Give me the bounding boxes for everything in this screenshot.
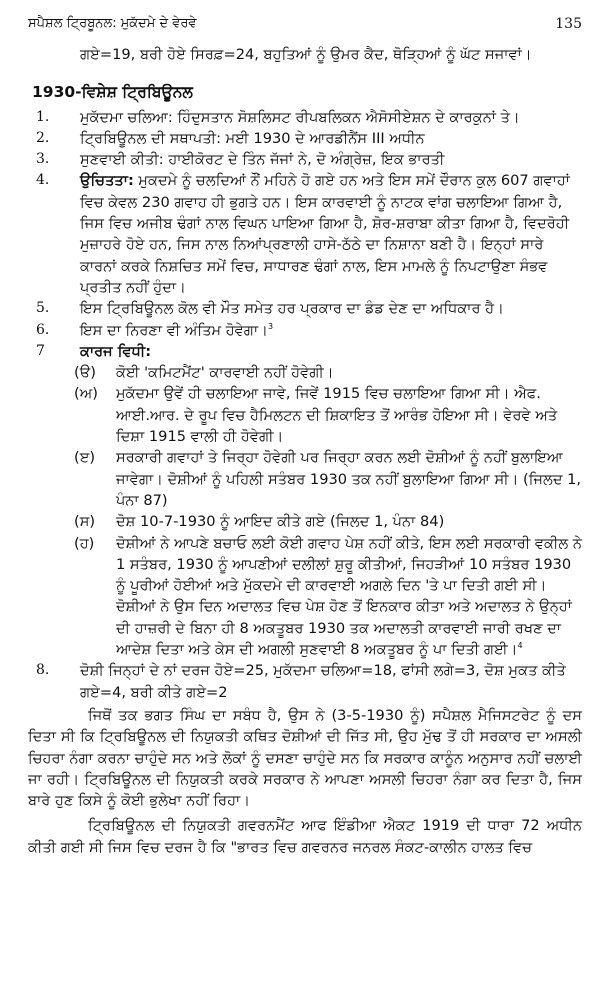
list-item-number: 3. (36, 151, 50, 168)
page-body (28, 44, 582, 858)
sub-item-text: ਕੋਈ 'ਕਮਿਟਮੈਂਟ' ਕਾਰਵਾਈ ਨਹੀਂ ਹੋਵੇਗੀ। (116, 364, 334, 382)
list-item-label: ਕਾਰਜ ਵਿਧੀ: (80, 342, 152, 360)
sub-item-marker: (ੳ) (74, 364, 96, 382)
list-item-number: 1. (36, 108, 50, 125)
list-item-number: 2. (36, 129, 50, 146)
running-header-title: ਸਪੈਸ਼ਲ ਟ੍ਰਿਬੂਨਲ: ਮੁਕੱਦਮੇ ਦੇ ਵੇਰਵੇ (28, 16, 197, 31)
body-paragraph: ਟ੍ਰਿਬਿਊਨਲ ਦੀ ਨਿਯੁਕਤੀ ਗਵਰਨਮੈਂਟ ਆਫ ਇੰਡੀਆ ਐਕਟ 1919 ਦੀ ਧਾਰਾ 72 ਅਧੀਨ ਕੀਤੀ ਗਈ ਸੀ ਜਿਸ ਵਿਚ ਦਰਜ ਹੈ ਕਿ "ਭਾਰਤ ਵਿਚ ਗਵਰਨਰ ਜਨਰਲ ਸੰਕਟ-ਕਾਲੀਨ ਹਾਲਤ ਵਿਚ (28, 817, 582, 856)
sub-item-text: ਸਰਕਾਰੀ ਗਵਾਹਾਂ ਤੇ ਜਿਰ੍ਹਾ ਹੋਵੇਗੀ ਪਰ ਜਿਰ੍ਹਾ ਕਰਨ ਲਈ ਦੋਸ਼ੀਆਂ ਨੂੰ ਨਹੀਂ ਬੁਲਾਇਆ ਜਾਵੇਗਾ। ਦੋਸ਼ੀਆਂ ਨੂੰ ਪਹਿਲੀ ਸਤੰਬਰ 1930 ਤਕ ਨਹੀਂ ਬੁਲਾਇਆ ਗਿਆ ਸੀ। (ਜਿਲਦ 1, ਪੰਨਾ 87) (116, 449, 582, 509)
list-item-number: 8. (36, 662, 50, 679)
list-item-text: ਇਸ ਦਾ ਨਿਰਣਾ ਵੀ ਅੰਤਿਮ ਹੋਵੇਗਾ। (80, 321, 268, 339)
sub-item-a (28, 362, 582, 383)
section-heading: 1930-ਵਿਸ਼ੇਸ਼ ਟ੍ਰਿਬਿਊਨਲ (32, 83, 193, 102)
sub-item-marker: (ਹ) (74, 534, 95, 552)
list-item-text: ਮੁਕਦਮੇ ਨੂੰ ਚਲਦਿਆਂ ਨੌਂ ਮਹਿਨੇ ਹੋ ਗਏ ਹਨ ਅਤੇ ਇਸ ਸਮੇਂ ਦੌਰਾਨ ਕੁਲ 607 ਗਵਾਹਾਂ ਵਿਚ ਕੇਵਲ 230 ਗਵਾਹ ਹੀ ਭੁਗਤੇ ਹਨ। ਇਸ ਕਾਰਵਾਈ ਨੂੰ ਨਾਟਕ ਵਾਂਗ ਚਲਾਇਆ ਗਿਆ ਹੈ, ਜਿਸ ਵਿਚ ਅਜੀਬ ਢੰਗਾਂ ਨਾਲ ਵਿਘਨ ਪਾਇਆ ਗਿਆ ਹੈ, ਸ਼ੋਰ-ਸ਼ਰਾਬਾ ਕੀਤਾ ਗਿਆ ਹੈ, ਵਿਦਰੋਹੀ ਮੁਜ਼ਾਹਰੇ ਹੋਏ ਹਨ, ਜਿਸ ਨਾਲ ਨਿਆਂਪ੍ਰਣਾਲੀ ਹਾਸੇ-ਠੱਠੇ ਦਾ ਨਿਸ਼ਾਨਾ ਬਣੀ ਹੈ। ਇਨ੍ਹਾਂ ਸਾਰੇ ਕਾਰਨਾਂ ਕਰਕੇ ਨਿਸ਼ਚਿਤ ਸਮੇਂ ਵਿਚ, ਸਾਧਾਰਣ ਢੰਗਾਂ ਨਾਲ, ਇਸ ਮਾਮਲੇ ਨੂੰ ਨਿਪਟਾਉਣਾ ਸੰਭਵ ਪ੍ਰਤੀਤ ਨਹੀਂ ਹੁੰਦਾ। (80, 172, 570, 296)
list-item-label: ਉਚਿਤਤਾ: (80, 172, 134, 190)
footnote-ref-3: 3 (267, 321, 274, 331)
list-item-number: 4. (36, 172, 50, 189)
page-number: 135 (555, 16, 582, 32)
list-item-text: ਸੁਣਵਾਈ ਕੀਤੀ: ਹਾਈਕੋਰਟ ਦੇ ਤਿੰਨ ਜੱਜਾਂ ਨੇ, ਦੋ ਅੰਗ੍ਰੇਜ਼, ਇਕ ਭਾਰਤੀ (80, 151, 445, 169)
list-item-text: ਮੁਕੱਦਮਾ ਚਲਿਆ: ਹਿੰਦੁਸਤਾਨ ਸੋਸ਼ਲਿਸਟ ਰੀਪਬਲਿਕਨ ਐਸੋਸੀਏਸ਼ਨ ਦੇ ਕਾਰਕੁਨਾਂ ਤੇ। (80, 108, 520, 126)
list-item-5 (28, 298, 582, 319)
sub-item-marker: (ਸ) (74, 513, 96, 531)
list-item-number: 7 (36, 342, 45, 359)
sub-item-d (28, 511, 582, 532)
sub-item-b (28, 383, 582, 447)
list-item-text: ਦੋਸ਼ੀ ਜਿਨ੍ਹਾਂ ਦੇ ਨਾਂ ਦਰਜ ਹੋਏ=25, ਮੁਕੱਦਮਾ ਚਲਿਆ=18, ਫਾਂਸੀ ਲਗੇ=3, ਦੋਸ਼ ਮੁਕਤ ਕੀਤੇ ਗਏ=4, ਬਰੀ ਕੀਤੇ ਗਏ=2 (80, 662, 566, 701)
sub-item-text: ਦੋਸ਼ੀਆਂ ਨੇ ਆਪਣੇ ਬਚਾਓ ਲਈ ਕੋਈ ਗਵਾਹ ਪੇਸ਼ ਨਹੀਂ ਕੀਤੇ, ਇਸ ਲਈ ਸਰਕਾਰੀ ਵਕੀਲ ਨੇ 1 ਸਤੰਬਰ, 1930 ਨੂੰ ਆਪਣੀਆਂ ਦਲੀਲਾਂ ਸ਼ੁਰੂ ਕੀਤੀਆਂ, ਜਿਹੜੀਆਂ 10 ਸਤੰਬਰ 1930 ਨੂੰ ਪੂਰੀਆਂ ਹੋਈਆਂ ਅਤੇ ਮੁੱਕਦਮੇ ਦੀ ਕਾਰਵਾਈ ਅਗਲੇ ਦਿਨ 'ਤੇ ਪਾ ਦਿਤੀ ਗਈ ਸੀ। ਦੋਸ਼ੀਆਂ ਨੇ ਉਸ ਦਿਨ ਅਦਾਲਤ ਵਿਚ ਪੇਸ਼ ਹੋਣ ਤੋਂ ਇਨਕਾਰ ਕੀਤਾ ਅਤੇ ਅਦਾਲਤ ਨੇ ਉਨ੍ਹਾਂ ਦੀ ਹਾਜ਼ਰੀ ਦੇ ਬਿਨਾ ਹੀ 8 ਅਕਤੂਬਰ 1930 ਤਕ ਅਦਾਲਤੀ ਕਾਰਵਾਈ ਜਾਰੀ ਰਖਣ ਦਾ ਆਦੇਸ਼ ਦਿਤਾ ਅਤੇ ਕੇਸ ਦੀ ਅਗਲੀ ਸੁਣਵਾਈ 8 ਅਕਤੂਬਰ ਨੂੰ ਪਾ ਦਿਤੀ ਗਈ। (116, 534, 582, 659)
sub-item-marker: (ਅ) (74, 385, 98, 403)
intro-line: ਗਏ=19, ਬਰੀ ਹੋਏ ਸਿਰਫ਼=24, ਬਹੁਤਿਆਂ ਨੂੰ ਉਮਰ ਕੈਦ, ਥੋੜ੍ਹਿਆਂ ਨੂੰ ਘੱਟ ਸਜਾਵਾਂ। (80, 46, 532, 63)
list-item-4 (28, 170, 582, 298)
list-item-7 (28, 341, 582, 362)
sub-item-c (28, 447, 582, 511)
sub-item-text: ਦੋਸ਼ 10-7-1930 ਨੂੰ ਆਇਦ ਕੀਤੇ ਗਏ (ਜਿਲਦ 1, ਪੰਨਾ 84) (116, 513, 445, 531)
list-item-number: 6. (36, 321, 50, 338)
footnote-ref-4: 4 (517, 641, 523, 651)
running-header (28, 16, 582, 36)
sub-list (28, 362, 582, 660)
list-item-text: ਇਸ ਟ੍ਰਿਬਿਊਨਲ ਕੋਲ ਵੀ ਮੌਤ ਸਮੇਤ ਹਰ ਪ੍ਰਕਾਰ ਦਾ ਡੰਡ ਦੇਣ ਦਾ ਅਧਿਕਾਰ ਹੈ। (80, 300, 504, 318)
list-item-1 (28, 107, 582, 128)
list-item-3 (28, 149, 582, 170)
numbered-list (28, 107, 582, 703)
body-paragraph: ਜਿਥੋਂ ਤਕ ਭਗਤ ਸਿੰਘ ਦਾ ਸਬੰਧ ਹੈ, ਉਸ ਨੇ (3-5-1930 ਨੂੰ) ਸਪੈਸ਼ਲ ਮੈਜਿਸਟਰੇਟ ਨੂੰ ਦਸ ਦਿਤਾ ਸੀ ਕਿ ਟ੍ਰਿਬਿਊਨਲ ਦੀ ਨਿਯੁਕਤੀ ਕਥਿਤ ਦੋਸ਼ੀਆਂ ਦੀ ਜਿੱਤ ਸੀ, ਉਹ ਮੁੱਢ ਤੋਂ ਹੀ ਸਰਕਾਰ ਦਾ ਅਸਲੀ ਚਿਹਰਾ ਨੰਗਾ ਕਰਨਾ ਚਾਹੁੰਦੇ ਸਨ ਅਤੇ ਲੋਕਾਂ ਨੂੰ ਦਸਣਾ ਚਾਹੁੰਦੇ ਸਨ ਕਿ ਸਰਕਾਰ ਕਾਨੂੰਨ ਅਨੁਸਾਰ ਨਹੀਂ ਚਲਾਈ ਜਾ ਰਹੀ। ਟ੍ਰਿਬਿਊਨਲ ਦੀ ਨਿਯੁਕਤੀ ਕਰਕੇ ਸਰਕਾਰ ਨੇ ਆਪਣਾ ਅਸਲੀ ਚਿਹਰਾ ਨੰਗਾ ਕਰ ਦਿਤਾ ਹੈ, ਜਿਸ ਬਾਰੇ ਹੁਣ ਕਿਸੇ ਨੂੰ ਕੋਈ ਭੁਲੇਖਾ ਨਹੀਂ ਰਿਹਾ। (28, 706, 582, 810)
list-item-8 (28, 660, 582, 703)
list-item-text: ਟ੍ਰਿਬਿਊਨਲ ਦੀ ਸਥਾਪਤੀ: ਮਈ 1930 ਦੇ ਆਰਡੀਨੈਂਸ III ਅਧੀਨ (80, 129, 425, 147)
sub-item-e (28, 533, 582, 661)
list-item-2 (28, 128, 582, 149)
list-item-number: 5. (36, 300, 50, 317)
sub-item-marker: (ੲ) (74, 449, 96, 467)
sub-item-text: ਮੁਕੱਦਮਾ ਉਵੇਂ ਹੀ ਚਲਾਇਆ ਜਾਵੇ, ਜਿਵੇਂ 1915 ਵਿਚ ਚਲਾਇਆ ਗਿਆ ਸੀ। ਐਫ. ਆਈ.ਆਰ. ਦੇ ਰੂਪ ਵਿਚ ਹੈਮਿਲਟਨ ਦੀ ਸ਼ਿਕਾਇਤ ਤੋਂ ਆਰੰਭ ਹੋਇਆ ਸੀ। ਵੇਰਵੇ ਅਤੇ ਦਿਸ਼ਾ 1915 ਵਾਲੀ ਹੀ ਹੋਵੇਗੀ। (116, 385, 558, 446)
list-item-6 (28, 320, 582, 341)
